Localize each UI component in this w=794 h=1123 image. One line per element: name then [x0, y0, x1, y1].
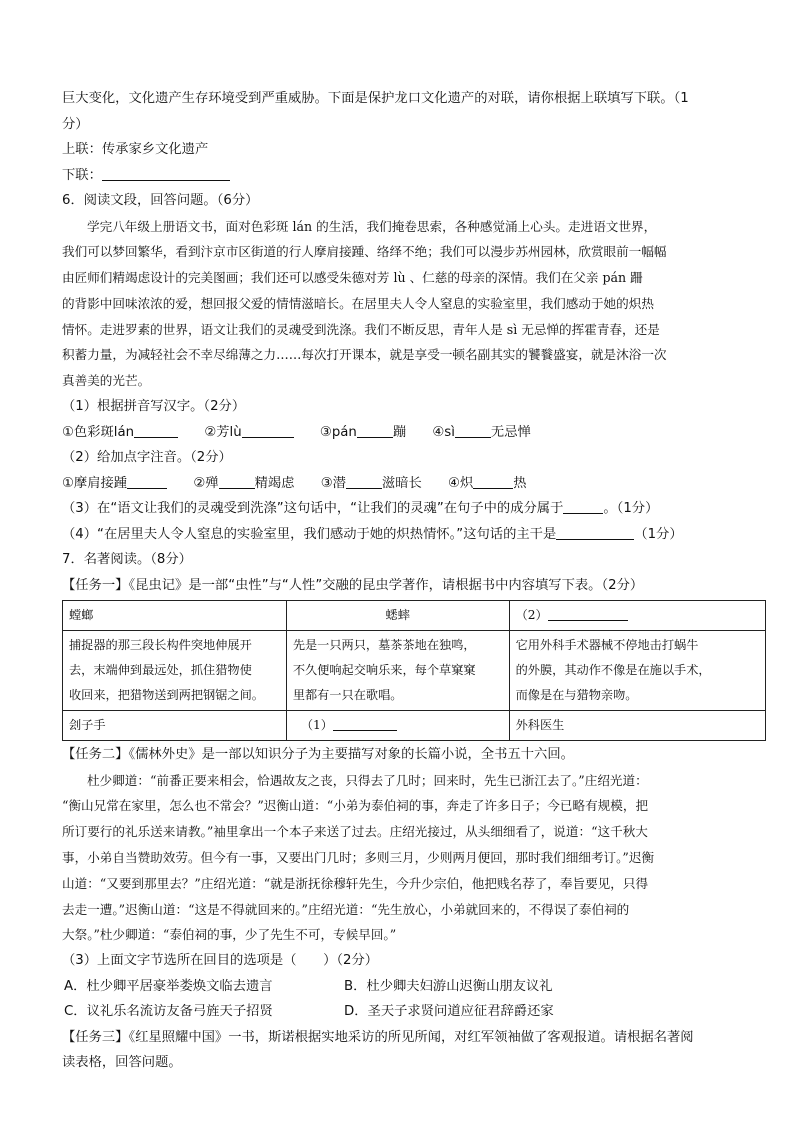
exam-page: [62, 86, 742, 1076]
lower-couplet-label: 下联：: [62, 167, 102, 183]
sub1-item: ①色彩斑lán: [62, 424, 135, 440]
table-cell: 外科医生: [509, 711, 765, 741]
table-row: [63, 711, 766, 741]
sub2-item: 热: [513, 475, 527, 491]
intro-line-2: 分）: [62, 116, 89, 132]
q7-title: 7．名著阅读。（8分）: [62, 552, 192, 568]
cell-line: 它用外科手术器械不停地击打蜗牛: [515, 638, 699, 653]
table-cell: [509, 631, 765, 711]
table-cell: [286, 631, 509, 711]
insect-table: [62, 600, 766, 741]
passage-line: “衡山兄常在家里，怎么也不常会？”迟衡山道：“小弟为泰伯祠的事，奔走了许多日子；今已略有规模，把: [62, 798, 649, 814]
upper-couplet: 上联：传承家乡文化遗产: [62, 142, 209, 157]
cell-line: 而像是在与猎物亲吻。: [515, 688, 638, 703]
passage-line: 情怀。走进罗素的世界，语文让我们的灵魂受到洗涤。我们不断反思，青年人是 sì 无忌惮的挥霍青春，还是: [62, 321, 660, 337]
passage-line: 大祭。”杜少卿道：“泰伯祠的事，少了先生不可，专候早回。”: [62, 927, 397, 943]
options-row: [62, 974, 742, 1000]
sub1-item: ②芳lù: [204, 424, 242, 440]
answer-blank[interactable]: [357, 423, 393, 438]
sub2-item: ③潜: [320, 475, 346, 491]
table-header-cell: 蟋蟀: [286, 601, 509, 631]
passage-line: 事，小弟自当赞助效劳。但今有一事，又要出门几时；多则三月，少则两月便回，那时我们细细考订。”迟衡: [62, 849, 655, 865]
q7-sub3: （3）上面文字节选所在回目的选项是（ ）（2分）: [62, 953, 379, 969]
cell-line: 捕捉器的那三段长构件突地伸展开: [69, 638, 252, 653]
table-row: [63, 601, 766, 631]
cell-line: 收回来，把猎物送到两把钢锯之间。: [69, 688, 264, 703]
passage-line: 我们可以梦回繁华，看到汴京市区街道的行人摩肩接踵、络绎不绝；我们可以漫步苏州园林，欣赏眼前一幅幅: [62, 244, 667, 260]
passage-line: 杜少卿道：“前番正要来相会，恰遇故友之丧，只得去了几时；回来时，先生已浙江去了。”庄绍光道：: [87, 772, 648, 788]
sub2-item: ②殚: [193, 475, 219, 491]
header-label: （2）: [515, 608, 548, 623]
cell-line: 先是一只两只，墓茶茶地在独鸣，: [292, 638, 476, 653]
sub4-text: （4）“在居里夫人令人窒息的实验室里，我们感动于她的炽热情怀。”这句话的主干是: [62, 526, 557, 542]
sub1-item: 蹦: [392, 424, 407, 440]
cell-label: （1）: [300, 718, 333, 733]
sub1-item: ③pán: [319, 424, 357, 440]
table-cell: 刽子手: [63, 711, 287, 741]
q6-passage: [62, 214, 742, 395]
option-d[interactable]: D．圣天子求贤问道应征君辞爵还家: [344, 1004, 554, 1020]
passage-line: 所订要行的礼乐送来请教。”袖里拿出一个本子来送了过去。庄绍光接过，从头细细看了，说道：“这千秋大: [62, 824, 648, 840]
sub2-item: ①摩肩接踵: [62, 475, 128, 491]
sub3-score: 。（1分）: [603, 501, 659, 517]
option-c[interactable]: C．议礼乐名流访友备弓旌天子招贤: [64, 1004, 273, 1020]
answer-blank[interactable]: [473, 474, 513, 489]
answer-blank[interactable]: [333, 716, 397, 731]
option-b[interactable]: B．杜少卿夫妇游山迟衡山朋友议礼: [344, 978, 553, 994]
q7-task1: 【任务一】《昆虫记》是一部“虫性”与“人性”交融的昆虫学著作，请根据书中内容填写下表。（2分）: [62, 577, 644, 593]
sub1-item: 无忌惮: [490, 424, 531, 440]
lower-couplet-blank[interactable]: [102, 166, 230, 181]
table-header-cell: 螳螂: [63, 601, 287, 631]
cell-line: 里都有一只在歌唱。: [292, 688, 403, 703]
passage-line: 学完八年级上册语文书，面对色彩斑 lán 的生活，我们掩卷思索，各种感觉涌上心头。走进语文世界，: [87, 218, 657, 234]
table-row: [63, 631, 766, 711]
passage-line: 由匠师们精竭虑设计的完美图画；我们还可以感受朱德对芳 lù 、仁慈的母亲的深情。我们在父亲 pán 跚: [62, 270, 643, 286]
cell-line: 的外膜，其动作不像是在施以手术，: [515, 663, 711, 678]
answer-blank[interactable]: [548, 606, 628, 621]
table-cell: [286, 711, 509, 741]
sub2-item: 滋暗长: [381, 475, 422, 491]
passage-line: 的背影中回味浓浓的爱，想回报父爱的情情滋暗长。在居里夫人令人窒息的实验室里，我们感动于她的炽热: [62, 295, 654, 311]
lower-couplet: [62, 163, 742, 189]
answer-blank[interactable]: [127, 474, 167, 489]
cell-line: 不久便响起交响乐来，每个草窠窠: [292, 663, 476, 678]
option-a[interactable]: A．杜少卿平居豪举娄焕文临去遗言: [64, 978, 273, 994]
q6-sub1-items: [62, 420, 742, 446]
q6-sub2-title: （2）给加点字注音。（2分）: [62, 450, 232, 466]
answer-blank[interactable]: [563, 499, 603, 514]
answer-blank[interactable]: [346, 474, 382, 489]
sub1-item: ④sì: [432, 424, 455, 440]
passage-line: 积蓄力量，为减轻社会不幸尽绵薄之力……每次打开课本，就是享受一顿名副其实的饕餮盛宴，就是沐浴一次: [62, 347, 667, 363]
options-row: [62, 999, 742, 1025]
sub2-item: 精竭虑: [254, 475, 295, 491]
q7-passage: [62, 768, 742, 949]
passage-line: 山道：“又要到那里去？”庄绍光道：“就是浙抚徐穆轩先生，今升少宗伯，他把贱名荐了，奉旨要见，只得: [62, 875, 649, 891]
q6-sub3: [62, 496, 742, 522]
answer-blank[interactable]: [242, 423, 294, 438]
cell-line: 去，末端伸到最远处，抓住猎物使: [69, 663, 252, 678]
answer-blank[interactable]: [134, 423, 178, 438]
sub2-item: ④炽: [448, 475, 474, 491]
table-header-cell: [509, 601, 765, 631]
answer-blank[interactable]: [455, 423, 491, 438]
q7-task3-line-2: 读表格，回答问题。: [62, 1055, 182, 1071]
sub3-text: （3）在“语文让我们的灵魂受到洗涤”这句话中，“让我们的灵魂”在句子中的成分属于: [62, 501, 564, 517]
intro-line-1: 巨大变化，文化遗产生存环境受到严重威胁。下面是保护龙口文化遗产的对联，请你根据上联填写下联。（1: [62, 91, 689, 106]
q6-sub2-items: [62, 471, 742, 497]
q7-task2: 【任务二】《儒林外史》是一部以知识分子为主要描写对象的长篇小说，全书五十六回。: [62, 747, 574, 763]
q6-title: 6．阅读文段，回答问题。（6分）: [62, 193, 259, 208]
passage-line: 真善美的光芒。: [62, 373, 151, 389]
answer-blank[interactable]: [219, 474, 255, 489]
table-cell: [63, 631, 287, 711]
sub4-score: （1分）: [634, 526, 683, 542]
q7-task3-line-1: 【任务三】《红星照耀中国》一书，斯诺根据实地采访的所见所闻，对红军领袖做了客观报道。请根据名著阅: [62, 1029, 694, 1045]
answer-blank[interactable]: [556, 525, 634, 540]
passage-line: 去走一遭。”迟衡山道：“这是不得就回来的。”庄绍光道：“先生放心，小弟就回来的，不得误了泰伯祠的: [62, 901, 630, 917]
q6-sub1-title: （1）根据拼音写汉字。（2分）: [62, 399, 246, 415]
q6-sub4: [62, 522, 742, 548]
